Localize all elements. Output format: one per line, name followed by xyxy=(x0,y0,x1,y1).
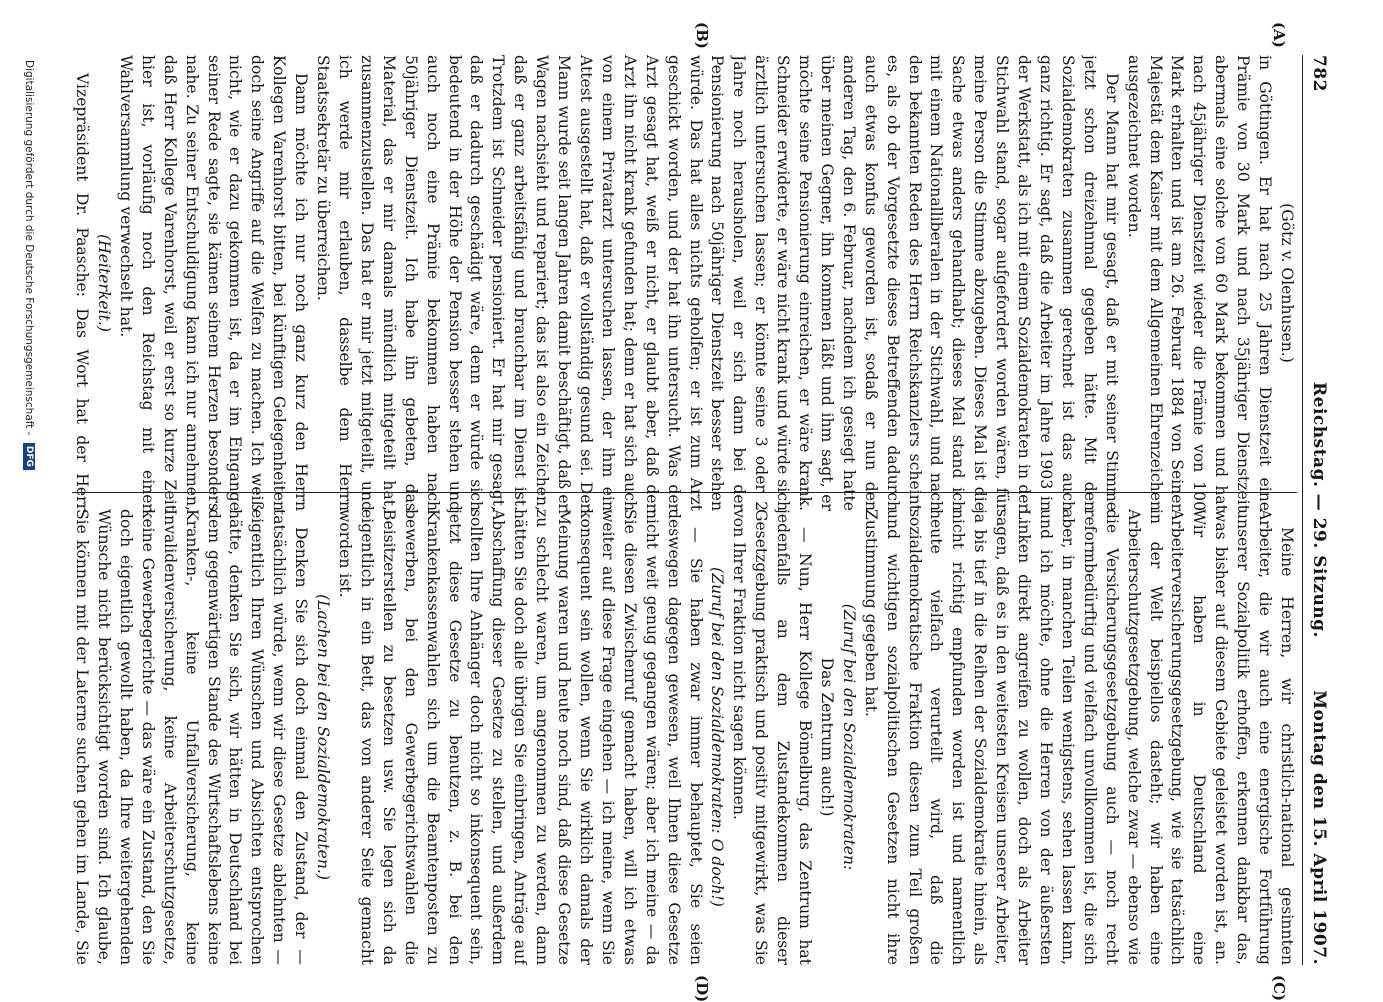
paragraph: Das Zentrum auch!) xyxy=(817,657,836,817)
page-number: 782 xyxy=(1309,55,1329,92)
margin-marker-a: (A) xyxy=(1270,22,1288,48)
right-column xyxy=(72,509,1297,965)
interjection: (Heiterkeit.) xyxy=(95,234,114,332)
interjection: (Lachen bei den Sozialdemokraten.) xyxy=(314,594,333,880)
paragraph: Meine Herren, wir christlich-national gesinnten Arbeiter, die wir auch eine energische Fortführung unserer Sozialpolitik erhoffen, erkennen dankbar das, was bisher auf diesem Gebiete geleistet worden ist, an. Wir haben in Deutschland eine Arbeiterversicherungsgesetzgebung, wie sie tatsächlich in der Welt beispiellos dasteht; wir haben eine Arbeiterschutzgesetzgebung, welche zwar — ebenso wie die Versicherungsgesetzgebung auch — noch recht reformbedürftig und vielfach unvollkommen ist, die sich aber, in manchen Teilen wenigstens, sehen lassen kann, und ich möchte, ohne die Herren von der äußersten Linken direkt angreifen zu wollen, doch als Arbeiter sagen, daß es in den weitesten Kreisen unserer Arbeiter, ja bis tief in die Reihen der Sozialdemokratie hinein, als nicht richtig empfunden worden ist und namentlich heute vielfach verurteilt wird, daß die sozialdemokratische Fraktion diesen zum Teil großen und wichtigen sozialpolitischen Gesetzen nicht ihre Zustimmung gegeben hat. xyxy=(861,509,1296,965)
paragraph: Vizepräsident Dr. Paasche: Das Wort hat der Herr xyxy=(73,73,92,511)
footer-credit: Digitalisierung gefördert durch die Deutsche Forschungsgemeinschaft - xyxy=(23,60,35,436)
column-separator xyxy=(72,492,1297,493)
paragraph: in Göttingen. Er hat nach 25 Jahren Dienstzeit eine Prämie von 30 Mark und nach 35jähriger Dienstzeit abermals eine solche von 60 Mark bekommen und hat nach 45jähriger Dienstzeit wieder die Prämie von 100 Mark erhalten und ist am 26. Februar 1884 von Seiner Majestät dem Kaiser mit dem Allgemeinen Ehrenzeichen ausgezeichnet worden. xyxy=(1124,55,1275,511)
header-title: Reichstag. — 29. Sitzung. xyxy=(1309,382,1329,638)
paragraph: Dann möchte ich nur noch ganz kurz den Herrn Kollegen Varenhorst bitten, bei künftigen Gelegenheiten doch seine Angriffe auf die Welfen zu machen. Ich weiß nicht, wie er dazu gekommen ist, da er im Eingange seiner Rede sagte, sie kämen seinem Herzen besonders nahe. Zu seiner Entschuldigung kann ich nur annehmen, daß Herr Kollege Varenhorst, weil er erst so kurze Zeit hier ist, vorläufig noch den Reichstag mit einer Wahlversammlung verwechselt hat. xyxy=(116,55,311,511)
paragraph: (Götz v. Olenhusen.) xyxy=(1278,203,1296,363)
header-rule xyxy=(1302,55,1303,965)
page-header xyxy=(1303,55,1329,965)
margin-marker-c: (C) xyxy=(1270,975,1288,1002)
dfg-logo: DFG xyxy=(23,443,35,470)
paragraph: — Sie haben zwar immer behauptet, Sie seien deswegen dagegen gewesen, weil Ihnen diese Gesetze nicht weit genug gegangen wären; aber ich meine — da Sie diesen Zwischenruf gemacht haben, will ich etwas weiter auf diese Frage eingehen — ich meine, wenn Sie konsequent sein wollen, wenn Sie wirklich damals der Meinung waren und heute noch sind, daß diese Gesetze zu schlecht waren, um angenommen zu werden, dann hätten Sie doch alle übrigen Sie einbringen, Anträge auf Abschaffung dieser Gesetze zu stellen, und außerdem sollten Ihre Anhänger doch nicht so inkonsequent sein, jetzt diese Gesetze zu benutzen, z. B. bei den Krankenkassenwahlen sich um die Beamtenposten zu bewerben, bei den Gewerbegerichtswahlen die Beisitzerstellen zu besetzen usw. Sie legen sich da eigentlich in ein Bett, das von anderer Seite gemacht worden ist. xyxy=(336,509,705,965)
footer xyxy=(13,60,35,960)
interjection: (Zuruf bei den Sozialdemokraten: O doch!) xyxy=(708,567,727,907)
paragraph: — Nun, Herr Kollege Bömelburg, das Zentrum hat jedenfalls an dem Zustandekommen dieser Gesetzgebung praktisch und positiv mitgewirkt, was Sie von Ihrer Fraktion nicht sagen können. xyxy=(730,509,815,965)
paragraph: Denken Sie sich doch einmal den Zustand, der — tatsächlich würde, wenn wir diese Gesetze ablehnten — eigentlich Ihren Wünschen und Absichten entsprochen hätte, denken Sie sich, wir hätten in Deutschland bei dem gegenwärtigen Stande des Wirtschaftslebens keine Kranken-, keine Unfallversicherung, keine Invalidenversicherung, keine Arbeiterschutzgesetze, keine Gewerbegerichte — das wäre ein Zustand, den Sie doch eigentlich gewollt haben, da Ihre weitergehenden Wünsche nicht berücksichtigt worden sind. Ich glaube, Sie können mit der Laterne suchen gehen im Lande, Sie xyxy=(73,509,311,965)
header-date: Montag den 15. April 1907. xyxy=(1309,690,1329,965)
paragraph: Der Mann hat mir gesagt, daß er mit seiner Stimme jetzt schon dreizehnmal gegeben hätte. Mit den Sozialdemokraten zusammen gerechnet ist das auch ganz richtig. Er sagt, daß die Arbeiter im Jahre 1903 in der Werkstatt, als ich mit einem Sozialdemokraten in der Stichwahl stand, sogar aufgefordert worden wären, für meine Person die Stimme abzugeben. Dieses Mal ist die Sache etwas anders gehandhabt; dieses Mal stand ich mit einem Nationalliberalen in der Stichwahl, und nach den bekannten Reden des Herrn Reichskanzlers scheint es, als ob der Vorgesetzte dieses Betreffenden dadurch auch etwas konfus geworden ist, sodaß er nun den anderen Tag, den 6. Februar, nachdem ich gesiegt hatte über meinen Gegner, ihn kommen läßt und ihm sagt, er möchte seine Pensionierung einreichen, er wäre krank. Schneider erwiderte, er wäre nicht krank und würde sich ärztlich untersuchen lassen; er könnte seine 3 oder 2 Jahre noch herausholen, weil er sich dann bei der Pensionierung nach 50jähriger Dienstzeit besser stehen würde. Das hat alles nichts geholfen; er ist zum Arzt geschickt worden, und der hat ihn untersucht. Was der Arzt gesagt hat, weiß er nicht, er glaubt aber, daß der Arzt ihn nicht krank gefunden hat; denn er hat sich auch von einem Privatarzt untersuchen lassen, der ihm ein Attest ausgestellt hat, daß er vollständig gesund sei. Der Mann wurde seit langen Jahren damit beschäftigt, daß er Wagen nachsieht und repariert; das ist also ein Zeichen, daß er ganz arbeitsfähig und brauchbar im Dienst ist. Trotzdem ist Schneider pensioniert. Er hat mir gesagt, daß er dadurch geschädigt wäre, denn er würde sich bedeutend in der Höhe der Pension besser stehen und auch noch eine Prämie bekommen haben nach 50jähriger Dienstzeit. Ich habe ihn gebeten, das Material, das er mir damals mündlich mitgeteilt hat, zusammenzustellen. Das hat er mir jetzt mitgeteilt, und ich werde mir erlauben, dasselbe dem Herrn Staatssekretär zu überreichen. xyxy=(314,55,1121,511)
left-column xyxy=(72,55,1297,511)
interjection: (Zuruf bei den Sozialdemokraten: xyxy=(839,603,858,871)
margin-marker-d: (D) xyxy=(693,975,711,1002)
margin-marker-b: (B) xyxy=(693,22,711,49)
